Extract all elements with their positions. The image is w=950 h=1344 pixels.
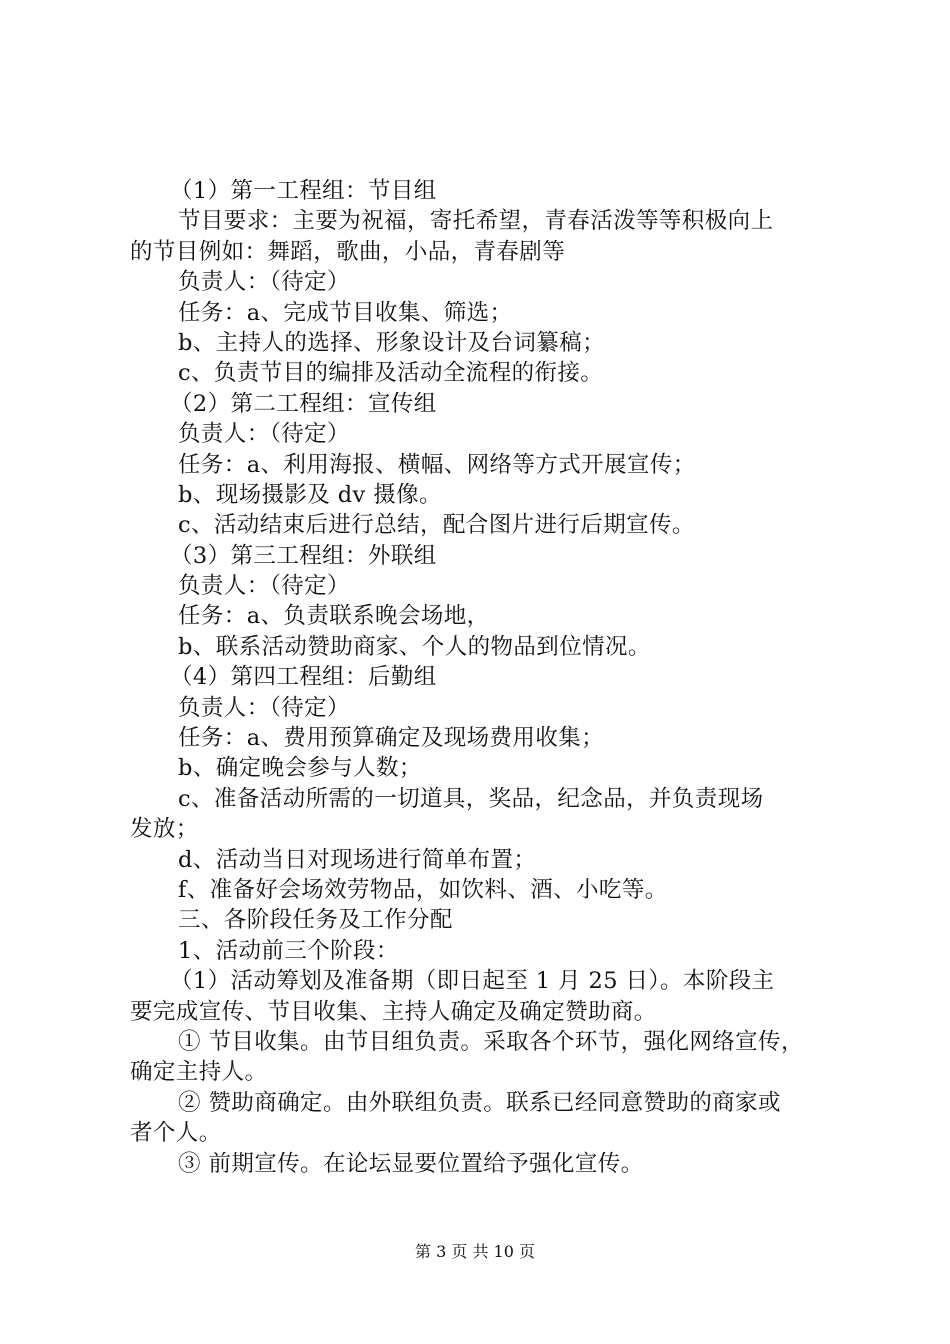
paragraph-line: ② 赞助商确定。由外联组负责。联系已经同意赞助的商家或 <box>178 1089 781 1116</box>
section-heading-logistics-group: （4）第四工程组：后勤组 <box>170 664 437 691</box>
paragraph-line: 任务：a、完成节目收集、筛选； <box>178 299 513 326</box>
paragraph-line: 任务：a、费用预算确定及现场费用收集； <box>178 725 605 752</box>
paragraph-line: 的节目例如：舞蹈，歌曲，小品，青春剧等 <box>130 238 566 265</box>
paragraph-line: 要完成宣传、节目收集、主持人确定及确定赞助商。 <box>130 998 657 1025</box>
paragraph-line: 节目要求：主要为祝福，寄托希望，青春活泼等等积极向上 <box>178 208 774 235</box>
paragraph-line: f、准备好会场效劳物品，如饮料、酒、小吃等。 <box>178 876 668 903</box>
paragraph-line: 负责人：（待定） <box>178 421 350 448</box>
paragraph-line: （1）活动筹划及准备期（即日起至 1 月 25 日）。本阶段主 <box>170 968 775 995</box>
section-heading-program-group: （1）第一工程组：节目组 <box>170 178 437 204</box>
paragraph-line: b、联系活动赞助商家、个人的物品到位情况。 <box>178 633 651 660</box>
paragraph-line: 者个人。 <box>130 1120 222 1147</box>
section-heading-liaison-group: （3）第三工程组：外联组 <box>170 542 437 569</box>
paragraph-line: c、活动结束后进行总结，配合图片进行后期宣传。 <box>178 512 695 539</box>
paragraph-line: 任务：a、利用海报、横幅、网络等方式开展宣传； <box>178 451 696 478</box>
paragraph-line: c、负责节目的编排及活动全流程的衔接。 <box>178 360 604 387</box>
section-heading-publicity-group: （2）第二工程组：宣传组 <box>170 390 437 417</box>
paragraph-line: 负责人：（待定） <box>178 573 350 600</box>
paragraph-line: c、准备活动所需的一切道具，奖品，纪念品，并负责现场 <box>178 785 764 812</box>
paragraph-line: ① 节目收集。由节目组负责。采取各个环节，强化网络宣传， <box>178 1028 804 1055</box>
paragraph-line: 负责人：（待定） <box>178 694 350 721</box>
paragraph-line: 发放； <box>130 816 199 843</box>
paragraph-line: 任务：a、负责联系晚会场地， <box>178 603 490 630</box>
paragraph-line: b、主持人的选择、形象设计及台词纂稿； <box>178 329 606 356</box>
paragraph-line: ③ 前期宣传。在论坛显要位置给予强化宣传。 <box>178 1150 644 1177</box>
paragraph-line: 负责人：（待定） <box>178 269 350 296</box>
paragraph-line: 确定主持人。 <box>130 1059 268 1086</box>
paragraph-line: b、现场摄影及 dv 摄像。 <box>178 481 442 508</box>
subsection-heading: 1、活动前三个阶段： <box>178 937 399 964</box>
paragraph-line: b、确定晚会参与人数； <box>178 755 422 782</box>
page-number-footer: 第 3 页 共 10 页 <box>415 1242 535 1261</box>
paragraph-line: d、活动当日对现场进行简单布置； <box>178 846 537 873</box>
document-body <box>130 176 830 1179</box>
section-heading-stage-tasks: 三、各阶段任务及工作分配 <box>178 907 453 934</box>
